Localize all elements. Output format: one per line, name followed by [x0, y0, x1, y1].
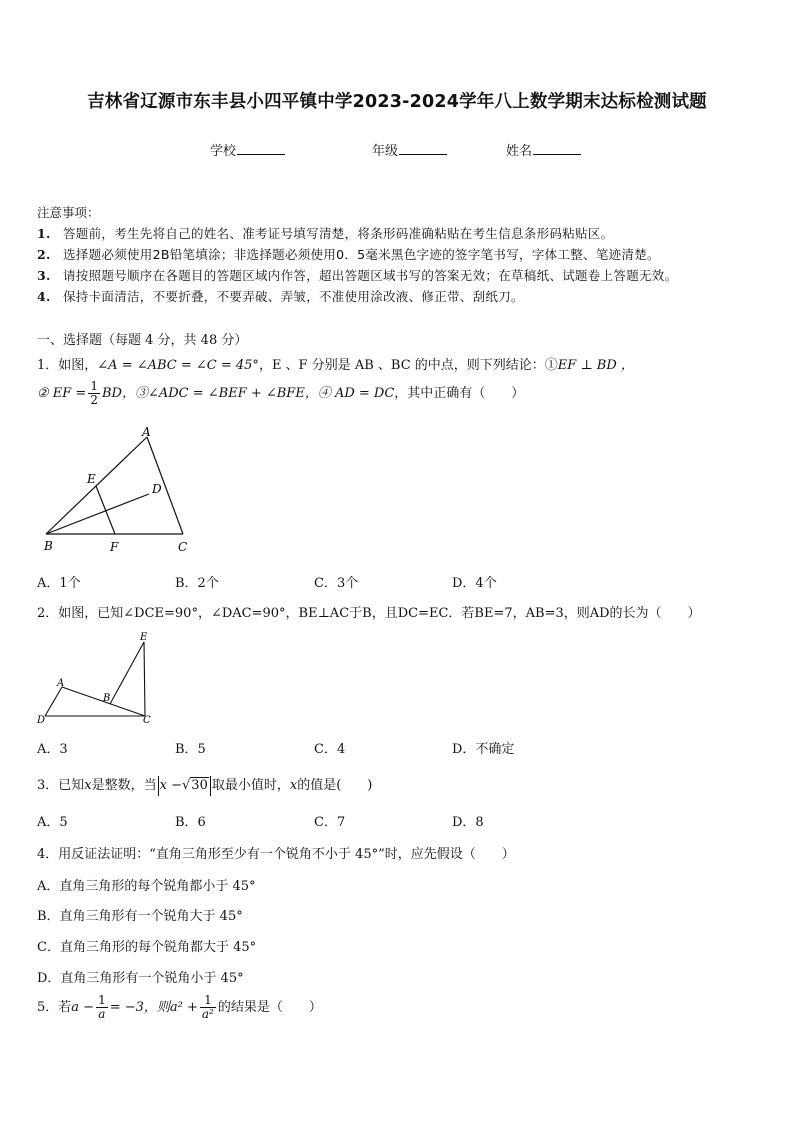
- grade-field[interactable]: [372, 140, 447, 159]
- school-field[interactable]: [210, 140, 285, 159]
- fraction: $\frac{1}{\text{a²}}$: [201, 993, 214, 1021]
- figure-label: D: [152, 482, 162, 496]
- option-b[interactable]: B．6: [175, 815, 206, 830]
- notes-heading: 注意事项：: [37, 205, 100, 220]
- option-d[interactable]: D．不确定: [452, 742, 515, 757]
- option-c[interactable]: C．3个: [314, 576, 359, 591]
- fraction: $\frac{1}{a}$: [98, 993, 106, 1021]
- option-c[interactable]: C．4: [314, 742, 346, 757]
- grade-label: 年级: [372, 144, 399, 159]
- question-2-figure: [34, 630, 164, 726]
- question-1-line-2: ② EF = $\frac{1}{2}$ BD，③∠ADC = ∠BEF + ∠BFE，④ AD = DC，其中正确有（ ）: [37, 379, 525, 407]
- question-2: 2．如图，已知∠DCE=90°，∠DAC=90°，BE⊥AC于B，且DC=EC．若BE=7，AB=3，则AD的长为（ ）: [37, 606, 701, 621]
- question-4: 4．用反证法证明：“直角三角形至少有一个锐角不小于 45°”时，应先假设（ ）: [37, 847, 515, 862]
- option-b[interactable]: B．2个: [175, 576, 219, 591]
- figure-label: B: [44, 539, 53, 553]
- option-b[interactable]: B．直角三角形有一个锐角大于 45°: [37, 909, 243, 924]
- name-label: 姓名: [506, 144, 533, 159]
- figure-label: E: [87, 472, 96, 486]
- question-1-line-1: 1．如图，∠A = ∠ABC = ∠C = 45°，E 、F 分别是 AB 、BC 的中点，则下列结论：①EF ⊥ BD ，: [37, 358, 634, 373]
- option-d[interactable]: D．直角三角形有一个锐角小于 45°: [37, 971, 244, 986]
- question-1-figure: [36, 422, 196, 558]
- note-item: 4. 保持卡面清洁，不要折叠，不要弄破、弄皱，不准使用涂改液、修正带、刮纸刀。: [37, 289, 524, 304]
- figure-label: A: [142, 425, 151, 439]
- figure-label: A: [57, 678, 65, 689]
- figure-label: F: [110, 540, 119, 554]
- note-item: 2. 选择题必须使用2B铅笔填涂；非选择题必须使用0．5毫米黑色字迹的签字笔书写，字体工整、笔迹清楚。: [37, 247, 660, 262]
- figure-label: B: [103, 693, 111, 704]
- option-a[interactable]: A．1个: [37, 576, 81, 591]
- school-label: 学校: [210, 144, 237, 159]
- note-item: 1. 答题前，考生先将自己的姓名、准考证号填写清楚，将条形码准确粘贴在考生信息条形码粘贴区。: [37, 226, 614, 241]
- figure-label: E: [140, 632, 148, 643]
- option-b[interactable]: B．5: [175, 742, 206, 757]
- figure-label: C: [143, 715, 151, 726]
- page-title: 吉林省辽源市东丰县小四平镇中学2023-2024学年八上数学期末达标检测试题: [87, 92, 707, 112]
- fraction: $\frac{1}{2}$: [90, 379, 98, 407]
- question-3: 3．已知x是整数，当 x −√30 取最小值时，x的值是( ): [37, 774, 372, 796]
- figure-label: D: [37, 715, 46, 726]
- option-c[interactable]: C．直角三角形的每个锐角都大于 45°: [37, 940, 257, 955]
- option-d[interactable]: D．8: [452, 815, 484, 830]
- section-heading: 一、选择题（每题 4 分，共 48 分）: [37, 333, 248, 348]
- note-item: 3. 请按照题号顺序在各题目的答题区域内作答，超出答题区域书写的答案无效；在草稿纸、试题卷上答题无效。: [37, 268, 678, 283]
- option-a[interactable]: A．直角三角形的每个锐角都小于 45°: [37, 879, 256, 894]
- figure-label: C: [178, 540, 188, 554]
- question-5: 5．若a − $\frac{1}{a}$ = −3，则a² + $\frac{1}{\text{a²}}$ 的结果是（ ）: [37, 993, 322, 1021]
- option-a[interactable]: A．5: [37, 815, 68, 830]
- option-c[interactable]: C．7: [314, 815, 346, 830]
- option-d[interactable]: D．4个: [452, 576, 497, 591]
- name-field[interactable]: [506, 140, 581, 159]
- option-a[interactable]: A．3: [37, 742, 68, 757]
